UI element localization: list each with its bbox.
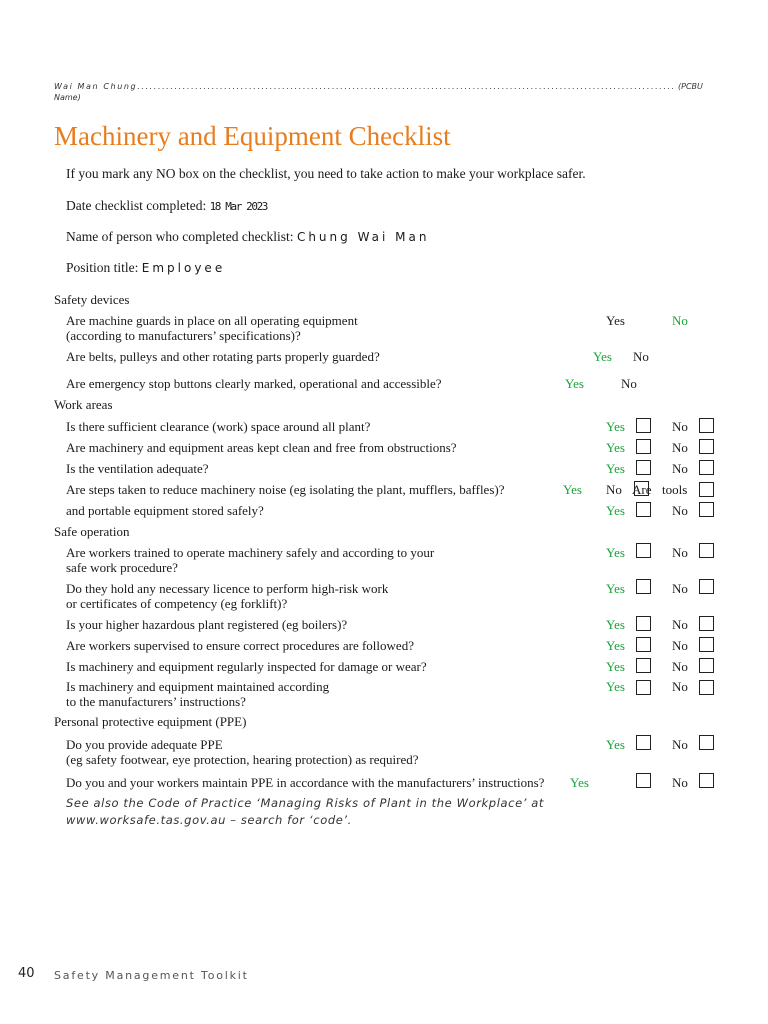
- question-plant-registered: Is your higher hazardous plant registered (eg boilers)?: [66, 617, 348, 632]
- no-option: No: [672, 545, 688, 560]
- no-checkbox[interactable]: [699, 418, 714, 433]
- pcbu-dots: ..................................................................................................................................: [137, 82, 676, 91]
- page-number: 40: [18, 966, 35, 981]
- question-text: or certificates of competency (eg forklift)?: [66, 596, 288, 611]
- no-checkbox[interactable]: [699, 773, 714, 788]
- yes-option: Yes: [606, 679, 625, 694]
- pcbu-label: (PCBU: [678, 82, 703, 91]
- no-checkbox[interactable]: [699, 735, 714, 750]
- no-checkbox[interactable]: [699, 637, 714, 652]
- no-option: No: [672, 638, 688, 653]
- question-text: Are workers trained to operate machinery safely and according to your: [66, 545, 435, 560]
- question-text: (according to manufacturers’ specifications)?: [66, 328, 301, 343]
- question-adequate-ppe: [66, 737, 419, 767]
- yes-option: Yes: [606, 581, 625, 596]
- footer-title: Safety Management Toolkit: [54, 969, 249, 982]
- question-text: Do they hold any necessary licence to perform high-risk work: [66, 581, 389, 596]
- no-option: No: [672, 581, 688, 596]
- pcbu-value: Wai Man Chung: [54, 82, 138, 91]
- yes-checkbox[interactable]: [636, 418, 651, 433]
- yes-option: Yes: [606, 419, 625, 434]
- no-option: No: [672, 737, 688, 752]
- code-of-practice-note: [66, 795, 544, 829]
- yes-checkbox[interactable]: [636, 658, 651, 673]
- yes-option[interactable]: Yes: [606, 313, 625, 328]
- date-label: Date checklist completed:: [66, 198, 207, 213]
- section-safety-devices: Safety devices: [54, 292, 130, 307]
- pcbu-name-line: [54, 82, 706, 91]
- question-emergency-stop: Are emergency stop buttons clearly marked, operational and accessible?: [66, 376, 442, 391]
- yes-checkbox[interactable]: [636, 439, 651, 454]
- no-checkbox[interactable]: [699, 658, 714, 673]
- question-ventilation: Is the ventilation adequate?: [66, 461, 209, 476]
- yes-option[interactable]: Yes: [565, 376, 584, 391]
- yes-option: Yes: [606, 440, 625, 455]
- yes-option: Yes: [570, 775, 589, 790]
- yes-checkbox[interactable]: [636, 502, 651, 517]
- no-checkbox[interactable]: [699, 439, 714, 454]
- question-workers-trained: [66, 545, 434, 575]
- question-supervised: Are workers supervised to ensure correct procedures are followed?: [66, 638, 414, 653]
- question-noise: Are steps taken to reduce machinery noise (eg isolating the plant, mufflers, baffles)?: [66, 482, 505, 497]
- yes-option: Yes: [606, 503, 625, 518]
- section-ppe: Personal protective equipment (PPE): [54, 714, 247, 729]
- no-option[interactable]: No: [621, 376, 637, 391]
- checkbox[interactable]: [699, 482, 714, 497]
- yes-checkbox[interactable]: [636, 773, 651, 788]
- yes-option: Yes: [606, 737, 625, 752]
- question-text: safe work procedure?: [66, 560, 178, 575]
- no-checkbox[interactable]: [699, 460, 714, 475]
- date-field: [66, 198, 267, 214]
- yes-option: Yes: [606, 461, 625, 476]
- position-label: Position title:: [66, 260, 139, 275]
- yes-option: Yes: [606, 617, 625, 632]
- yes-option: Yes: [606, 545, 625, 560]
- no-checkbox[interactable]: [699, 502, 714, 517]
- no-option: No: [606, 482, 622, 497]
- intro-text: If you mark any NO box on the checklist, you need to take action to make your workplace safer.: [66, 166, 586, 181]
- name-field: [66, 229, 429, 245]
- yes-checkbox[interactable]: [636, 460, 651, 475]
- question-tools-fragment: tools: [662, 482, 688, 497]
- no-option: No: [672, 659, 688, 674]
- position-value[interactable]: Employee: [141, 261, 226, 275]
- no-option[interactable]: No: [633, 349, 649, 364]
- question-text: Do you provide adequate PPE: [66, 737, 223, 752]
- no-option: No: [672, 440, 688, 455]
- no-checkbox[interactable]: [699, 680, 714, 695]
- yes-checkbox[interactable]: [636, 616, 651, 631]
- no-option: No: [672, 679, 688, 694]
- question-belts-pulleys: Are belts, pulleys and other rotating parts properly guarded?: [66, 349, 380, 364]
- section-work-areas: Work areas: [54, 397, 113, 412]
- section-safe-operation: Safe operation: [54, 524, 130, 539]
- no-option: No: [672, 617, 688, 632]
- position-field: [66, 260, 225, 276]
- yes-checkbox[interactable]: [636, 543, 651, 558]
- yes-option[interactable]: Yes: [593, 349, 612, 364]
- yes-option: Yes: [606, 659, 625, 674]
- name-value[interactable]: Chung Wai Man: [296, 230, 430, 244]
- question-maintained: [66, 679, 329, 709]
- yes-option: Yes: [606, 638, 625, 653]
- yes-checkbox[interactable]: [636, 680, 651, 695]
- no-option[interactable]: No: [672, 313, 688, 328]
- yes-checkbox[interactable]: [636, 579, 651, 594]
- page-title: Machinery and Equipment Checklist: [54, 121, 451, 151]
- question-areas-clean: Are machinery and equipment areas kept clean and free from obstructions?: [66, 440, 457, 455]
- question-text: Is machinery and equipment maintained according: [66, 679, 330, 694]
- no-option: No: [672, 461, 688, 476]
- question-clearance: Is there sufficient clearance (work) space around all plant?: [66, 419, 371, 434]
- question-maintain-ppe: Do you and your workers maintain PPE in accordance with the manufacturers’ instructions?: [66, 775, 545, 790]
- question-licence: [66, 581, 388, 611]
- no-option: No: [672, 503, 688, 518]
- note-link-line[interactable]: www.worksafe.tas.gov.au – search for ‘code’.: [66, 813, 352, 827]
- no-checkbox[interactable]: [699, 543, 714, 558]
- yes-checkbox[interactable]: [636, 637, 651, 652]
- name-label: Name of person who completed checklist:: [66, 229, 294, 244]
- no-option: No: [672, 775, 688, 790]
- question-text: to the manufacturers’ instructions?: [66, 694, 246, 709]
- no-checkbox[interactable]: [699, 579, 714, 594]
- question-machine-guards: [66, 313, 358, 343]
- question-text: Are machine guards in place on all operating equipment: [66, 313, 358, 328]
- date-value[interactable]: 18 Mar 2023: [209, 200, 268, 213]
- no-option: No: [672, 419, 688, 434]
- question-tools-stored: and portable equipment stored safely?: [66, 503, 264, 518]
- yes-checkbox[interactable]: [636, 735, 651, 750]
- question-tools-fragment: Are: [632, 482, 652, 497]
- note-line: See also the Code of Practice ‘Managing Risks of Plant in the Workplace’ at: [66, 796, 545, 810]
- no-checkbox[interactable]: [699, 616, 714, 631]
- yes-option: Yes: [563, 482, 582, 497]
- pcbu-label-name: Name): [54, 93, 81, 102]
- question-text: (eg safety footwear, eye protection, hearing protection) as required?: [66, 752, 419, 767]
- question-inspected: Is machinery and equipment regularly inspected for damage or wear?: [66, 659, 427, 674]
